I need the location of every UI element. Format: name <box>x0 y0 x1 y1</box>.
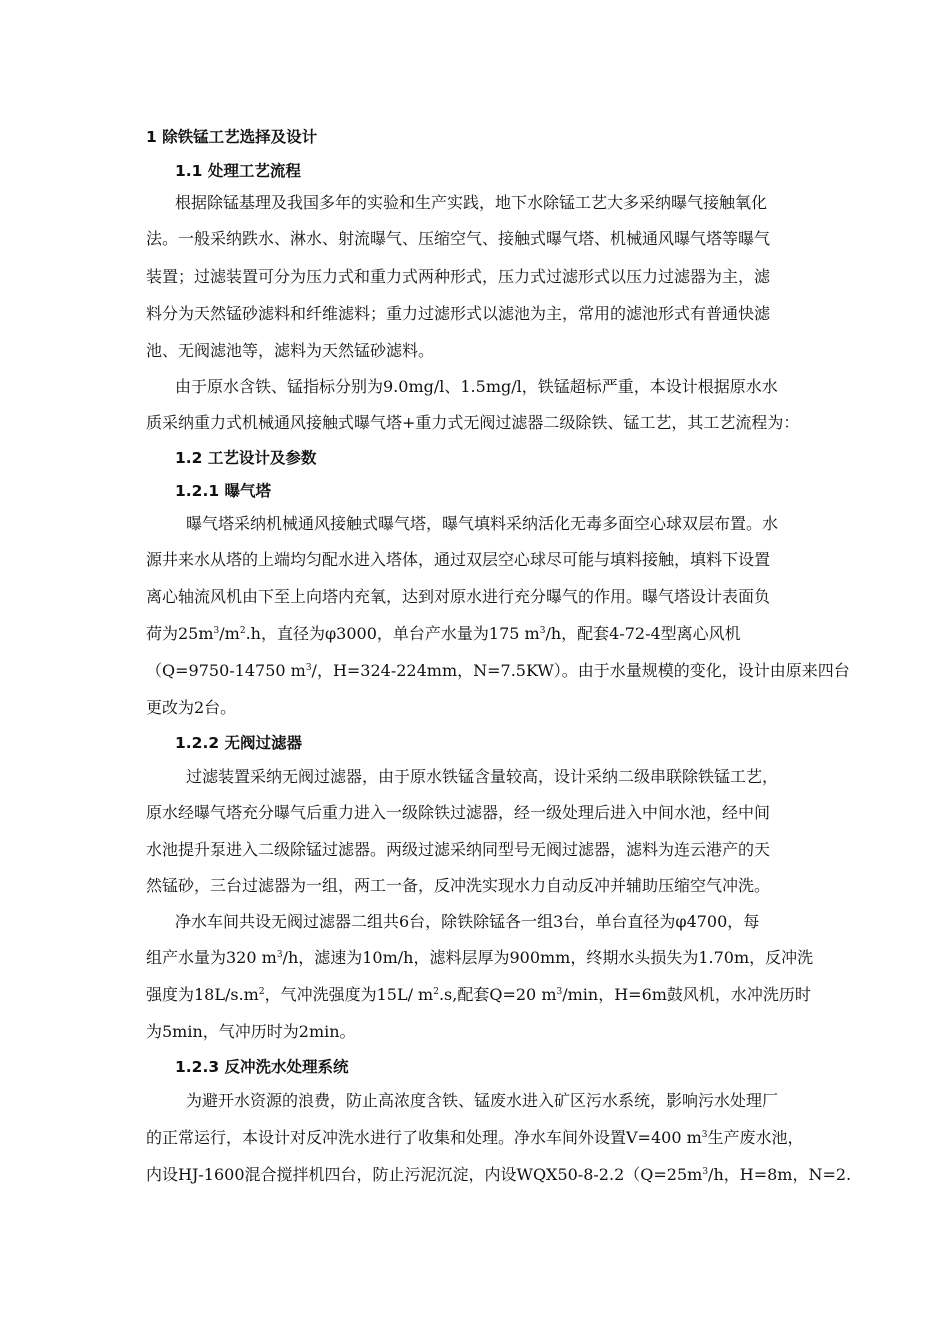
paragraph-line: 水池提升泵进入二级除锰过滤器。两级过滤采纳同型号无阀过滤器，滤料为连云港产的天 <box>146 840 771 859</box>
section-heading-1: 1 除铁锰工艺选择及设计 <box>146 128 318 146</box>
paragraph-line: 池、无阀滤池等，滤料为天然锰砂滤料。 <box>146 341 435 360</box>
subsection-heading-1-2-3: 1.2.3 反冲洗水处理系统 <box>175 1058 349 1076</box>
paragraph-line: 质采纳重力式机械通风接触式曝气塔+重力式无阀过滤器二级除铁、锰工艺，其工艺流程为： <box>146 413 800 432</box>
paragraph-line: 为避开水资源的浪费，防止高浓度含铁、锰废水进入矿区污水系统，影响污水处理厂 <box>186 1091 779 1110</box>
paragraph-line: 更改为2台。 <box>146 698 237 717</box>
subsection-heading-1-2-2: 1.2.2 无阀过滤器 <box>175 734 303 752</box>
paragraph-line: 为5min，气冲历时为2min。 <box>146 1022 356 1041</box>
paragraph-line: 过滤装置采纳无阀过滤器，由于原水铁锰含量较高，设计采纳二级串联除铁锰工艺， <box>186 767 779 786</box>
paragraph-line: 然锰砂，三台过滤器为一组，两工一备，反冲洗实现水力自动反冲并辅助压缩空气冲洗。 <box>146 876 771 895</box>
paragraph-line: 源井来水从塔的上端均匀配水进入塔体，通过双层空心球尽可能与填料接触，填料下设置 <box>146 550 771 569</box>
paragraph-line: 根据除锰基理及我国多年的实验和生产实践，地下水除锰工艺大多采纳曝气接触氧化 <box>175 193 768 212</box>
paragraph-line: 料分为天然锰砂滤料和纤维滤料；重力过滤形式以滤池为主，常用的滤池形式有普通快滤 <box>146 304 771 323</box>
paragraph-line: 荷为$25m^3/m^2.h$，直径为φ3000，单台产水量为175 $m^3/h$，配套4-72-4型离心风机 <box>146 624 741 643</box>
subsection-heading-1-1: 1.1 处理工艺流程 <box>175 162 301 180</box>
paragraph-line: 离心轴流风机由下至上向塔内充氧，达到对原水进行充分曝气的作用。曝气塔设计表面负 <box>146 587 771 606</box>
paragraph-line: 强度为$18L/s.m^2$，气冲洗强度为15L/ $m^2.s$,配套Q=20 $m^3/\min$，H=6m鼓风机，水冲洗历时 <box>146 985 811 1004</box>
paragraph-line: （Q=9750-14750 $m^3/$，H=324-224mm，N=7.5KW）。由于水量规模的变化，设计由原来四台 <box>146 661 850 680</box>
paragraph-line: 由于原水含铁、锰指标分别为9.0mg/l、1.5mg/l，铁锰超标严重，本设计根据原水水 <box>175 377 778 396</box>
paragraph-line: 的正常运行，本设计对反冲洗水进行了收集和处理。净水车间外设置V=400 $m^3$生产废水池， <box>146 1128 804 1147</box>
paragraph-line: 装置；过滤装置可分为压力式和重力式两种形式，压力式过滤形式以压力过滤器为主，滤 <box>146 267 771 286</box>
paragraph-line: 净水车间共设无阀过滤器二组共6台，除铁除锰各一组3台，单台直径为φ4700，每 <box>175 912 760 931</box>
paragraph-line: 组产水量为320 $m^3/h$，滤速为10m/h，滤料层厚为900mm，终期水头损失为1.70m，反冲洗 <box>146 948 814 967</box>
paragraph-line: 法。一般采纳跌水、淋水、射流曝气、压缩空气、接触式曝气塔、机械通风曝气塔等曝气 <box>146 229 771 248</box>
subsection-heading-1-2-1: 1.2.1 曝气塔 <box>175 482 272 500</box>
subsection-heading-1-2: 1.2 工艺设计及参数 <box>175 449 317 467</box>
paragraph-line: 曝气塔采纳机械通风接触式曝气塔，曝气填料采纳活化无毒多面空心球双层布置。水 <box>186 514 779 533</box>
paragraph-line: 原水经曝气塔充分曝气后重力进入一级除铁过滤器，经一级处理后进入中间水池，经中间 <box>146 803 771 822</box>
paragraph-line: 内设HJ-1600混合搅拌机四台，防止污泥沉淀，内设$WQX50-8-2.2(Q=25m^3/h$，H=8m，N=2. <box>146 1165 852 1184</box>
